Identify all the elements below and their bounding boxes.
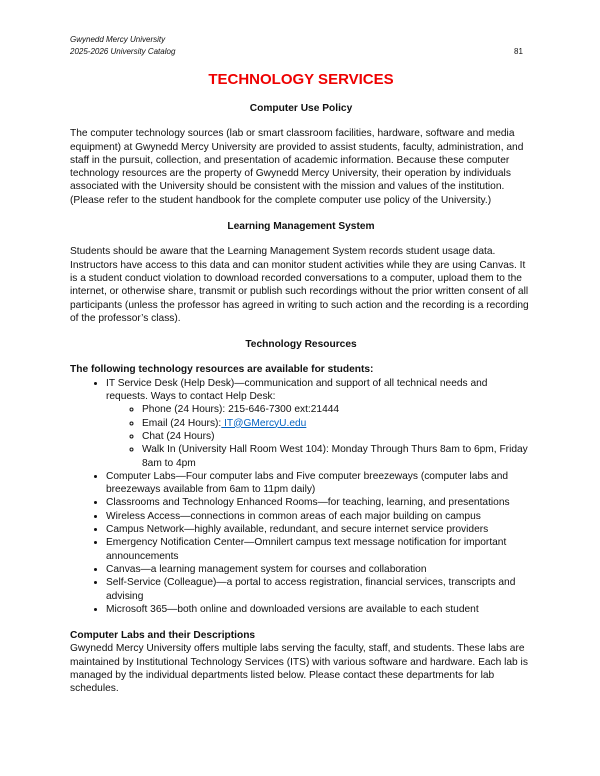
lms-body: Students should be aware that the Learning Management System records student usage data. Instructors have access to this data and can monitor student activities while they are using Canvas. It is a student conduct violation to download recorded conversations to a computer, upload them to the internet, or otherwise share, transmit or publish such recordings without the prior written consent of all participants (unless the professor has agreed in writing to such action and the recording is a recording of the professor’s class).	[70, 246, 529, 324]
catalog-name: 2025-2026 University Catalog	[70, 46, 176, 56]
list-item: • Canvas—a learning management system for courses and collaboration	[106, 563, 532, 576]
tech-resources-heading: Technology Resources	[245, 339, 357, 351]
contact-phone: ◦ Phone (24 Hours): 215-646-7300 ext:21444	[142, 403, 532, 416]
help-desk-text: IT Service Desk (Help Desk)—communication and support of all technical needs and requests. Ways to contact Help Desk:	[106, 377, 488, 403]
contact-list	[106, 403, 532, 469]
contact-walkin: ◦ Walk In (University Hall Room West 104): Monday Through Thurs 8am to 6pm, Friday 8am to 4pm	[142, 443, 532, 470]
list-item: • Campus Network—highly available, redundant, and secure internet service providers	[106, 523, 532, 536]
computer-use-heading: Computer Use Policy	[249, 103, 353, 114]
email-label: Email (24 Hours):	[142, 417, 222, 429]
list-item: • Emergency Notification Center—Omnilert campus text message notification for important announcements	[106, 536, 532, 563]
resources-list	[70, 377, 532, 616]
list-item: • Self-Service (Colleague)—a portal to access registration, financial services, transcripts and advising	[106, 576, 532, 603]
page-title: TECHNOLOGY SERVICES	[208, 71, 394, 88]
list-item: • Computer Labs—Four computer labs and Five computer breezeways (computer labs and breezeways available from 6am to 11pm daily)	[106, 470, 532, 497]
labs-heading: Computer Labs and their Descriptions	[70, 630, 256, 642]
contact-email	[142, 417, 532, 430]
lms-heading: Learning Management System	[227, 221, 375, 233]
contact-chat: ◦ Chat (24 Hours)	[142, 430, 532, 443]
labs-body: Gwynedd Mercy University offers multiple labs serving the faculty, staff, and students. These labs are maintained by Institutional Technology Services (ITS) with various software and hardware. Each lab is managed by the individual departments listed below. Please contact these departments for lab schedules.	[70, 643, 528, 695]
list-item: • Microsoft 365—both online and downloaded versions are available to each student	[106, 603, 532, 616]
list-item	[106, 377, 532, 470]
computer-use-body: The computer technology sources (lab or smart classroom facilities, hardware, software and media equipment) at Gwynedd Mercy University are provided to assist students, faculty, administration, and staff in the pursuit, collection, and presentation of academic information. Because these computer technology resources are the property of Gwynedd Mercy University, their operation by individuals associated with the University should be consistent with the mission and values of the institution. (Please refer to the student handbook for the complete computer use policy of the University.)	[70, 128, 524, 206]
list-item: • Wireless Access—connections in common areas of each major building on campus	[106, 510, 532, 523]
institution-name: Gwynedd Mercy University	[70, 35, 166, 44]
resources-list-heading: The following technology resources are available for students:	[70, 364, 374, 376]
page-number: 81	[514, 47, 523, 56]
running-header	[70, 34, 175, 57]
email-link[interactable]: IT@GMercyU.edu	[221, 417, 307, 429]
list-item: • Classrooms and Technology Enhanced Rooms—for teaching, learning, and presentations	[106, 496, 532, 509]
